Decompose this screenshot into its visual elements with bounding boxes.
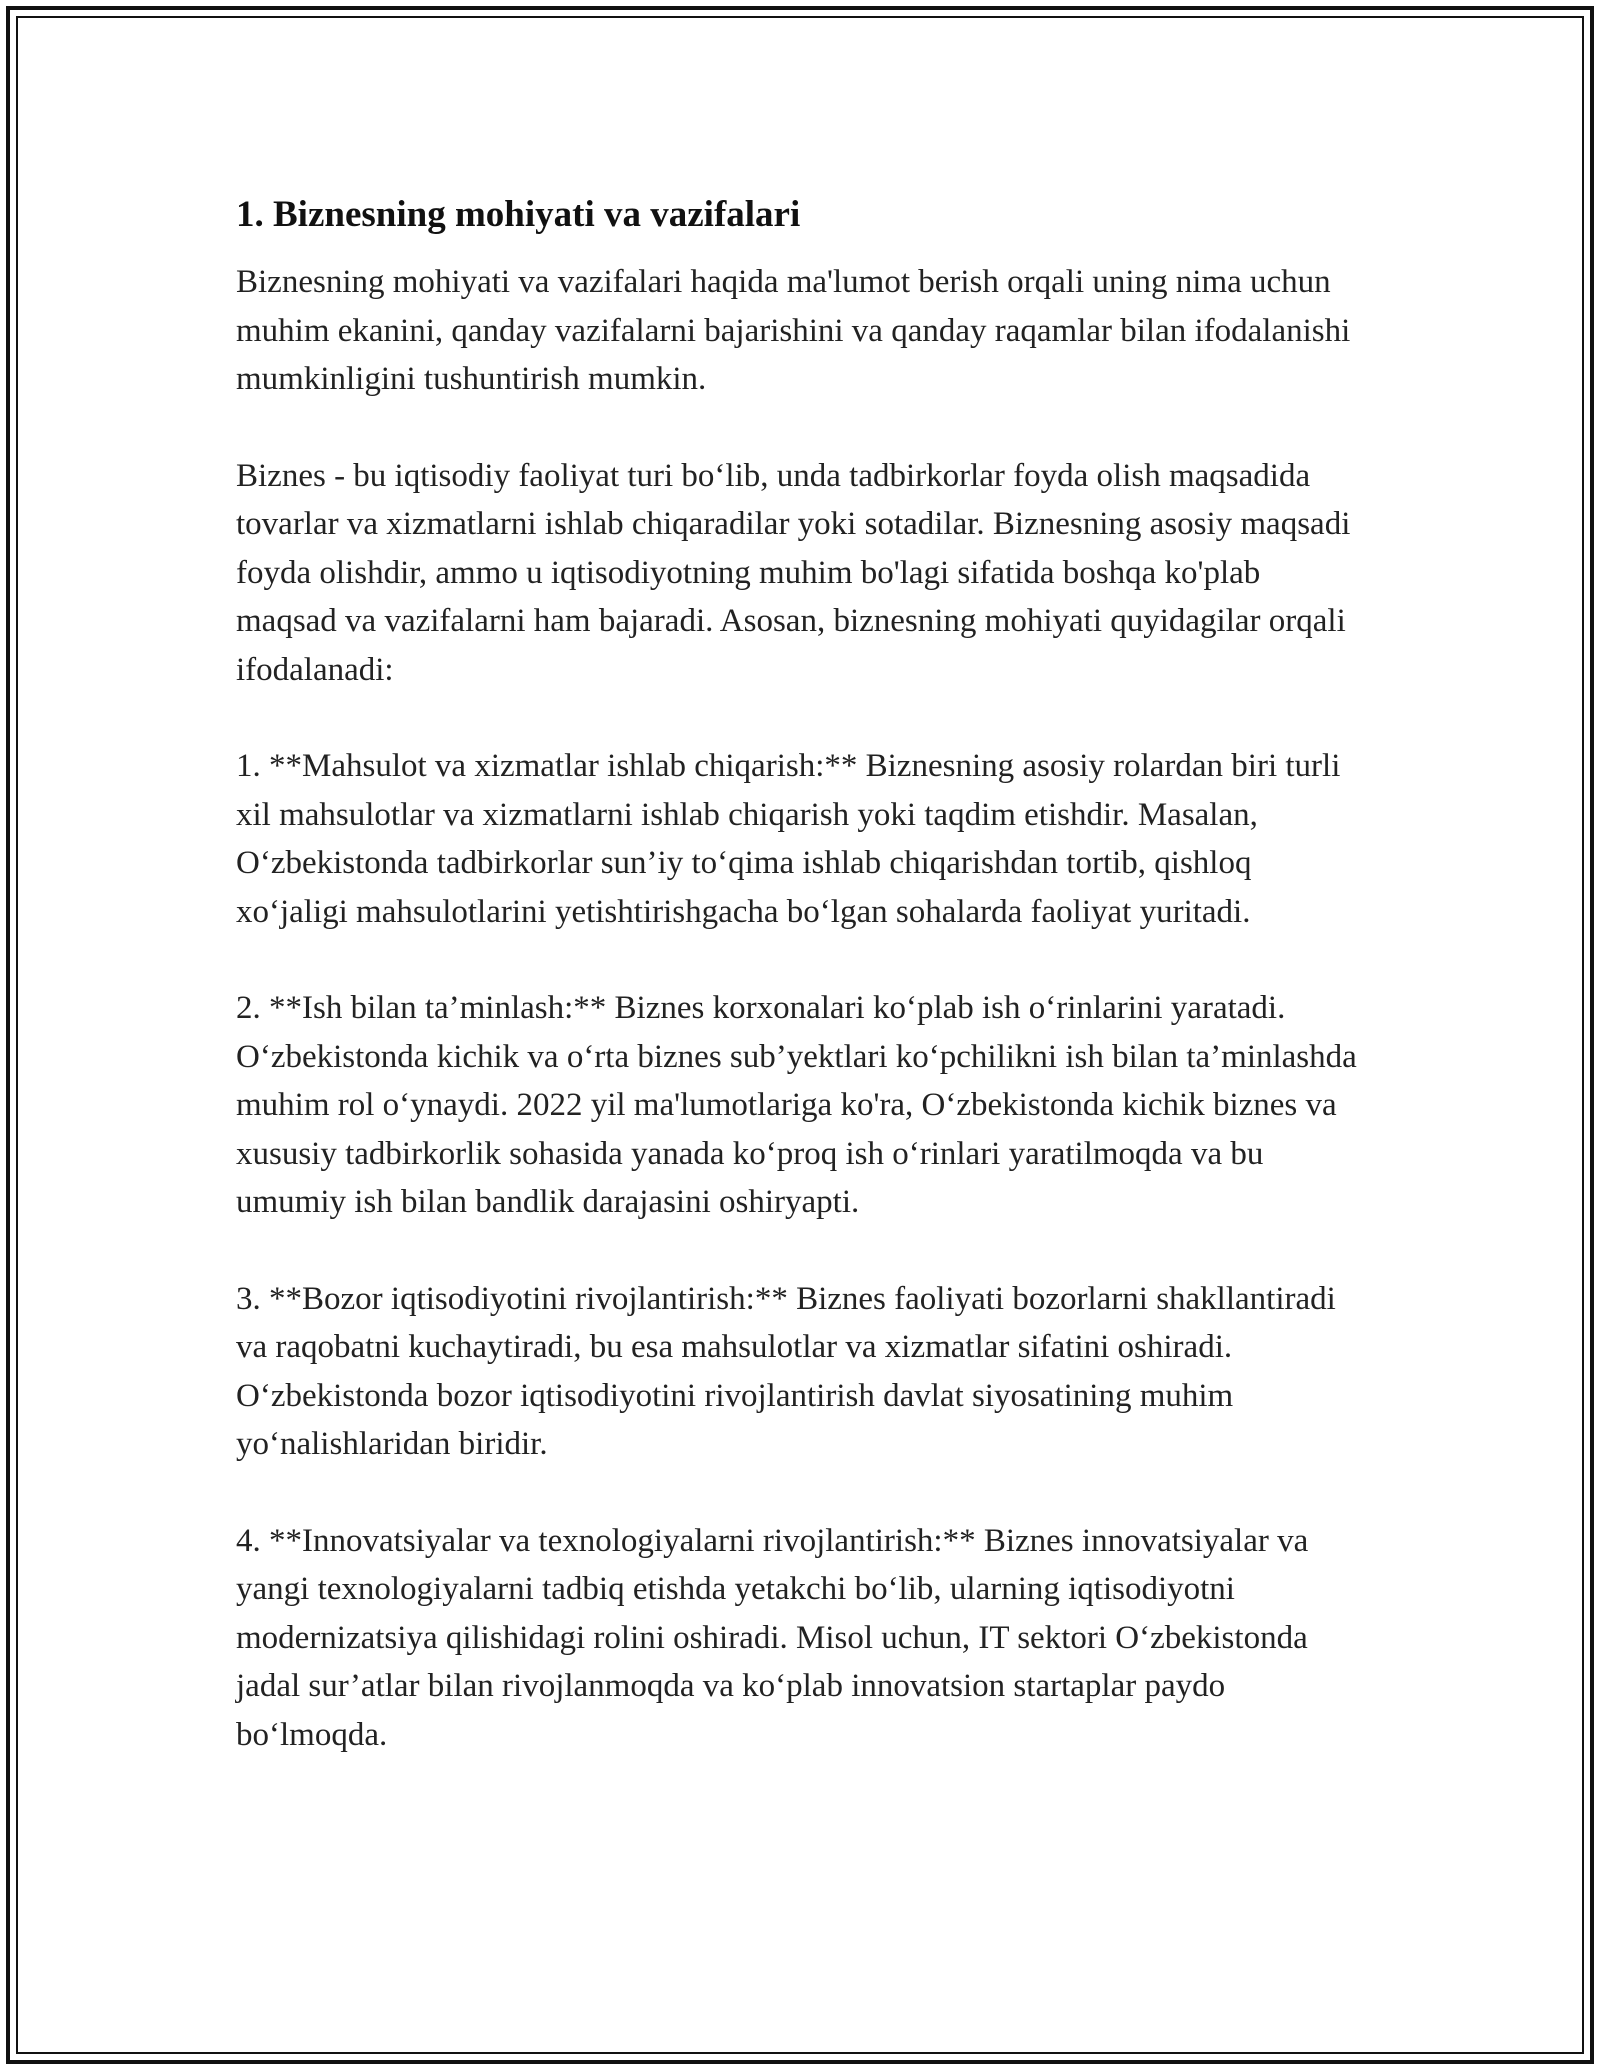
document-body — [236, 190, 1366, 1807]
paragraph-item-4: 4. **Innovatsiyalar va texnologiyalarni rivojlantirish:** Biznes innovatsiyalar va yangi texnologiyalarni tadbiq etishda yetakchi bo‘lib, ularning iqtisodiyotni modernizatsiya qilishidagi rolini oshiradi. Misol uchun, IT sektori O‘zbekistonda jadal sur’atlar bilan rivojlanmoqda va ko‘plab innovatsion startaplar paydo bo‘lmoqda. — [236, 1522, 1309, 1753]
paragraph-item-3: 3. **Bozor iqtisodiyotini rivojlantirish:** Biznes faoliyati bozorlarni shakllantiradi va raqobatni kuchaytiradi, bu esa mahsulotlar va xizmatlar sifatini oshiradi. O‘zbekistonda bozor iqtisodiyotini rivojlantirish davlat siyosatining muhim yo‘nalishlaridan biridir. — [236, 1280, 1336, 1462]
paragraph-intro: Biznesning mohiyati va vazifalari haqida ma'lumot berish orqali uning nima uchun muhim ekanini, qanday vazifalarni bajarishini va qanday raqamlar bilan ifodalanishi mumkinligini tushuntirish mumkin. — [236, 264, 1351, 397]
paragraph-item-1: 1. **Mahsulot va xizmatlar ishlab chiqarish:** Biznesning asosiy rolardan biri turli xil mahsulotlar va xizmatlarni ishlab chiqarish yoki taqdim etishdir. Masalan, O‘zbekistonda tadbirkorlar sun’iy to‘qima ishlab chiqarishdan tortib, qishloq xo‘jaligi mahsulotlarini yetishtirishgacha bo‘lgan sohalarda faoliyat yuritadi. — [236, 748, 1341, 930]
section-heading: 1. Biznesning mohiyati va vazifalari — [236, 194, 801, 235]
paragraph-definition: Biznes - bu iqtisodiy faoliyat turi bo‘lib, unda tadbirkorlar foyda olish maqsadida tovarlar va xizmatlarni ishlab chiqaradilar yoki sotadilar. Biznesning asosiy maqsadi foyda olishdir, ammo u iqtisodiyotning muhim bo'lagi sifatida boshqa ko'plab maqsad va vazifalarni ham bajaradi. Asosan, biznesning mohiyati quyidagilar orqali ifodalanadi: — [236, 457, 1351, 688]
paragraph-item-2: 2. **Ish bilan ta’minlash:** Biznes korxonalari ko‘plab ish o‘rinlarini yaratadi. O‘zbekistonda kichik va o‘rta biznes sub’yektlari ko‘pchilikni ish bilan ta’minlashda muhim rol o‘ynaydi. 2022 yil ma'lumotlariga ko'ra, O‘zbekistonda kichik biznes va xususiy tadbirkorlik sohasida yanada ko‘proq ish o‘rinlari yaratilmoqda va bu umumiy ish bilan bandlik darajasini oshiryapti. — [236, 990, 1357, 1220]
